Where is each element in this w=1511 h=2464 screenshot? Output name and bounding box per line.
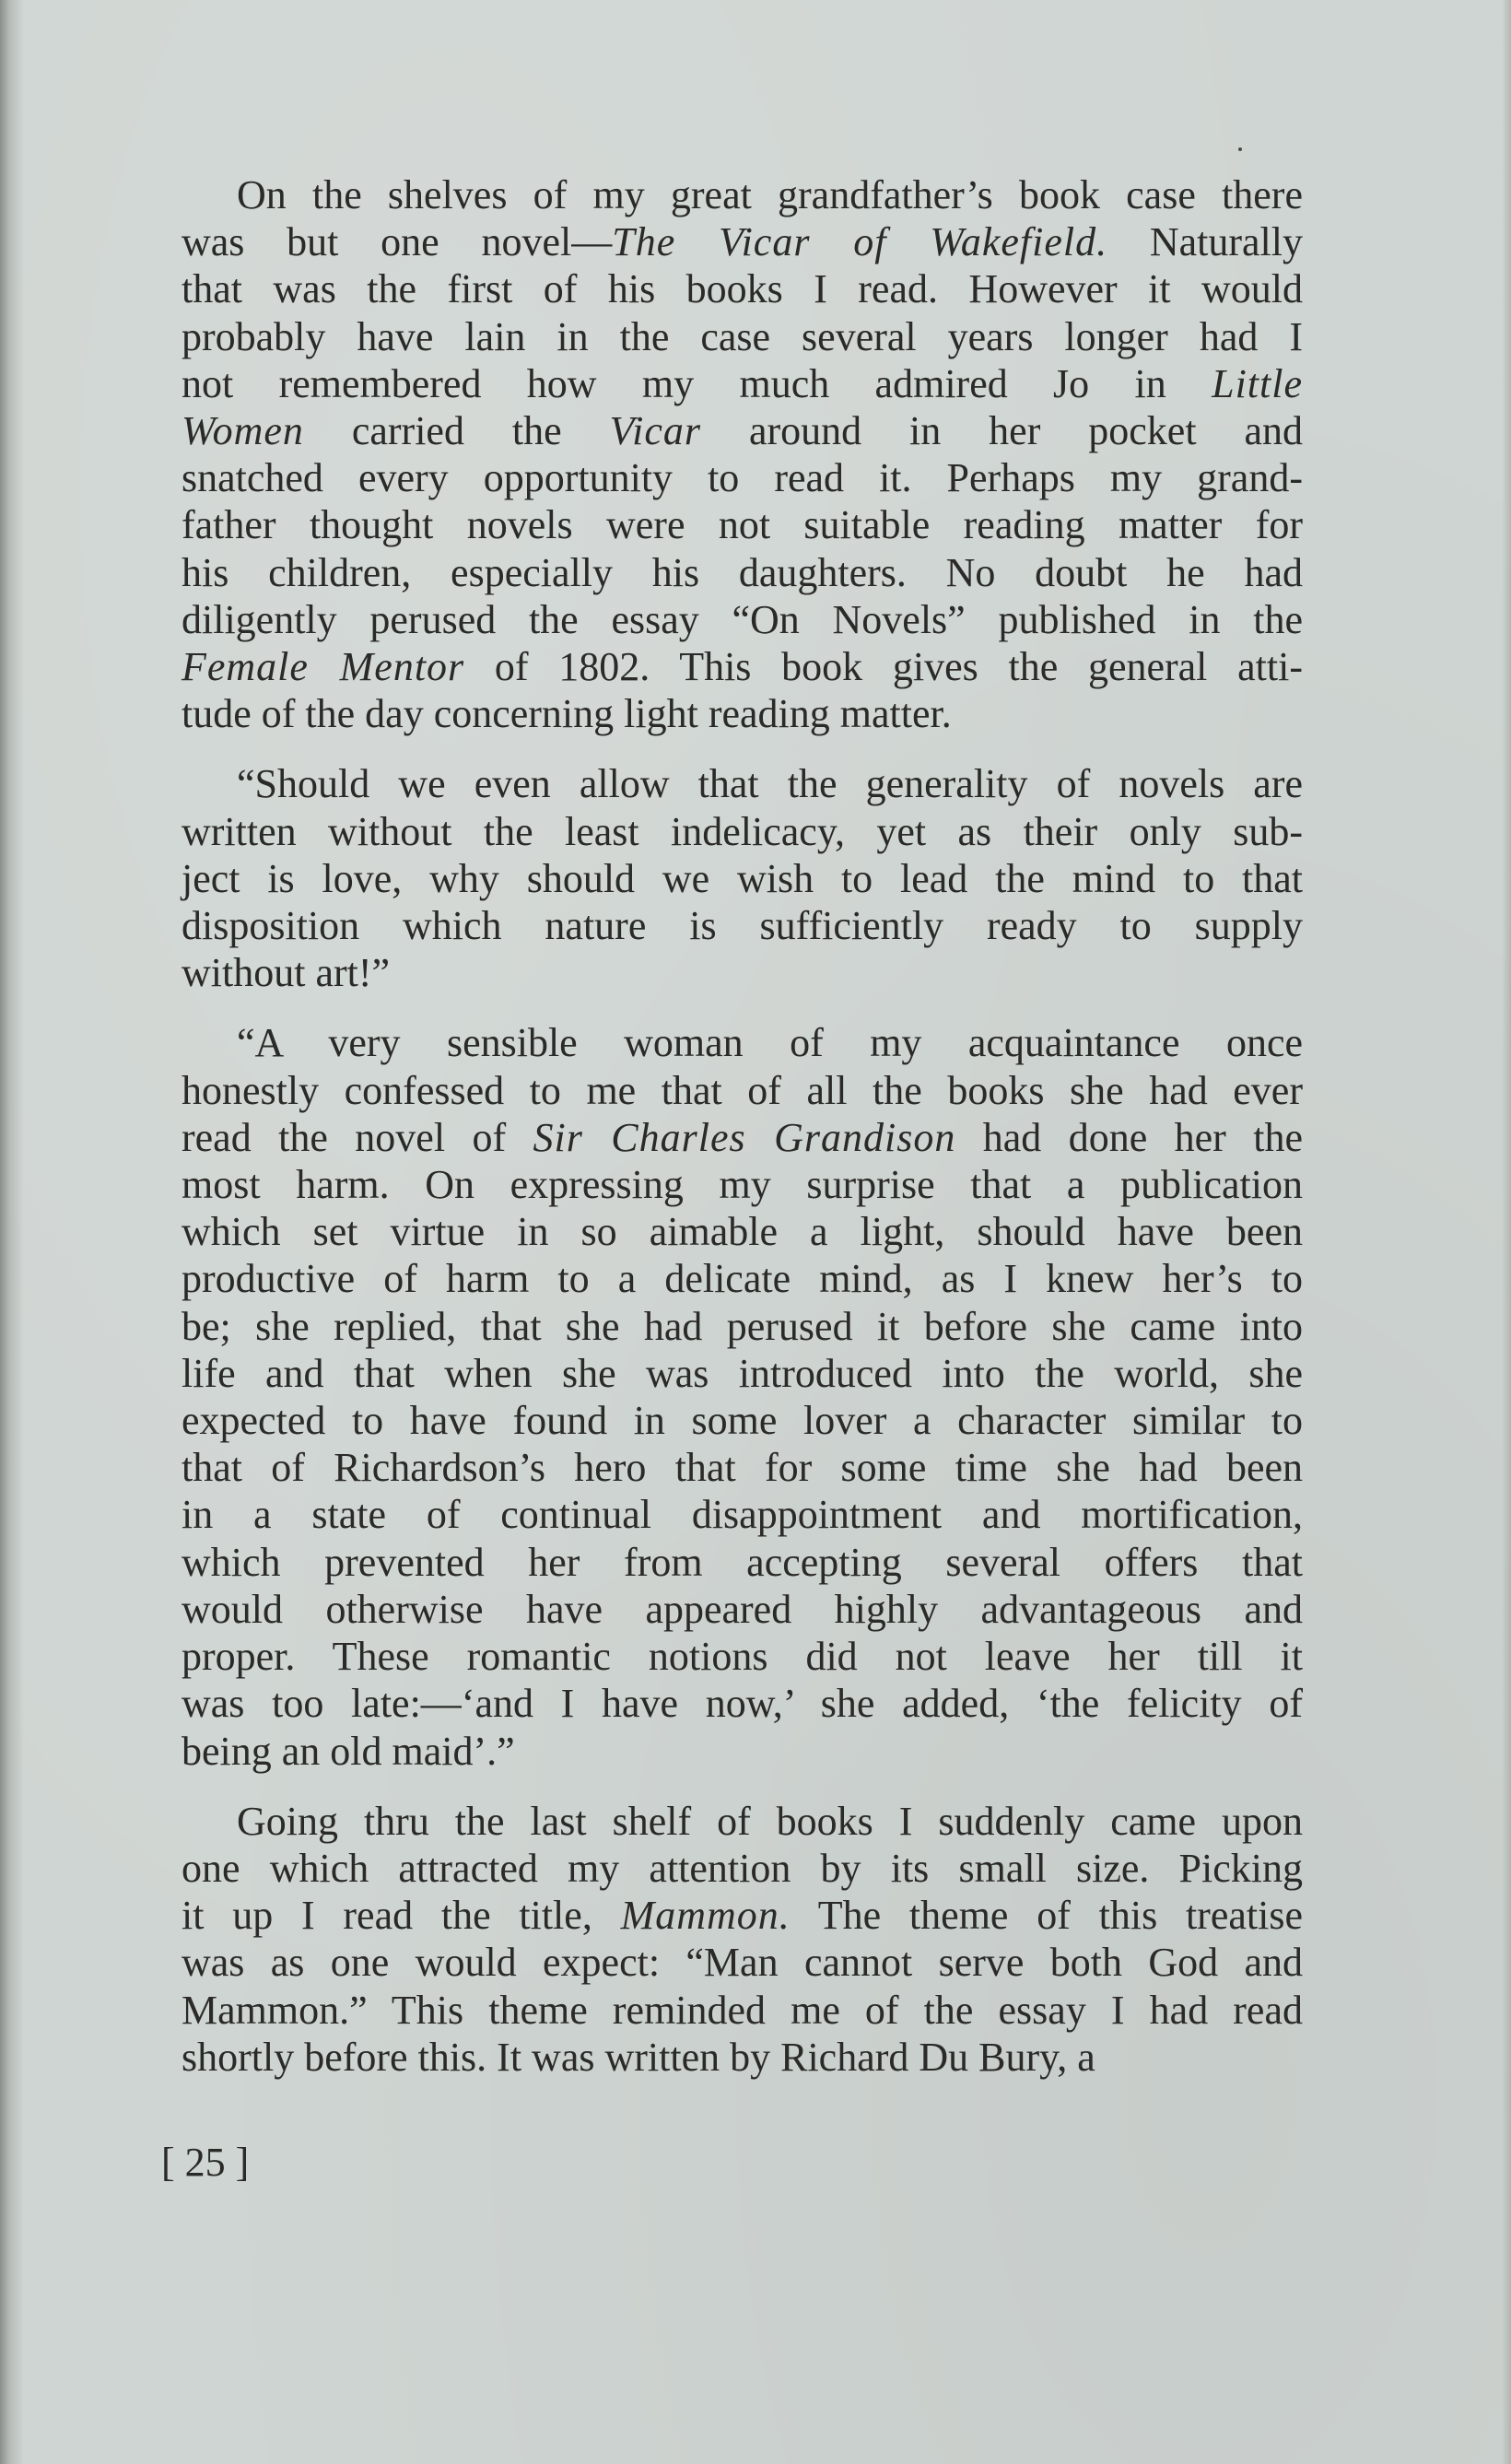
text-run: “Should we even allow that the generality of novels are (237, 761, 1303, 807)
italic-title: Sir Charles Grandison (533, 1114, 956, 1160)
paragraph (126, 171, 1303, 737)
text-line (126, 1539, 1303, 1586)
text-run: ject is love, why should we wish to lead the mind to that (182, 855, 1303, 901)
text-line (126, 596, 1303, 643)
text-run: snatched every opportunity to read it. Perhaps my grand- (182, 455, 1303, 501)
text-run: of 1802. This book gives the general atti- (464, 644, 1303, 690)
text-line (126, 313, 1303, 360)
text-line (126, 1680, 1303, 1727)
text-line (126, 1845, 1303, 1892)
text-run: which set virtue in so aimable a light, should have been (182, 1209, 1303, 1255)
text-line (126, 171, 1303, 218)
text-run: one which attracted my attention by its small size. Picking (182, 1845, 1303, 1891)
italic-title: Mammon. (620, 1893, 791, 1939)
text-run: On the shelves of my great grandfather’s book case there (237, 172, 1303, 217)
text-line (126, 1987, 1303, 2034)
ink-speck (1238, 147, 1242, 151)
text-line (126, 760, 1303, 807)
text-run: probably have lain in the case several years longer had I (182, 313, 1303, 359)
text-run: was too late:—‘and I have now,’ she added, ‘the felicity of (182, 1681, 1303, 1727)
text-line (126, 1255, 1303, 1302)
text-run: Going thru the last shelf of books I suddenly came upon (237, 1798, 1303, 1844)
text-line (126, 407, 1303, 454)
text-line (126, 501, 1303, 548)
text-line (126, 1303, 1303, 1350)
text-run: productive of harm to a delicate mind, as I knew her’s to (182, 1256, 1303, 1302)
text-line (126, 1939, 1303, 1986)
page-number: [ 25 ] (161, 2140, 250, 2185)
text-run: that of Richardson’s hero that for some time she had been (182, 1445, 1303, 1491)
text-run: most harm. On expressing my surprise that a publication (182, 1162, 1303, 1208)
text-line (126, 1491, 1303, 1538)
text-line (126, 1892, 1303, 1939)
text-line (126, 1586, 1303, 1633)
text-line (126, 1067, 1303, 1114)
text-run: diligently perused the essay “On Novels” published in the (182, 596, 1303, 642)
text-run: read the novel of (182, 1114, 533, 1160)
text-line (126, 2034, 1303, 2081)
text-line (126, 218, 1303, 265)
text-run: father thought novels were not suitable reading matter for (182, 502, 1303, 548)
paragraph (126, 1798, 1303, 2081)
text-line (126, 1633, 1303, 1680)
text-line (126, 949, 1303, 996)
text-run: life and that when she was introduced into the world, she (182, 1350, 1303, 1396)
text-run: his children, especially his daughters. No doubt he had (182, 549, 1303, 595)
text-run: proper. These romantic notions did not leave her till it (182, 1634, 1303, 1680)
text-run: around in her pocket and (701, 408, 1303, 454)
text-run: written without the least indelicacy, yet as their only sub- (182, 808, 1303, 854)
text-run: was but one novel— (182, 219, 613, 265)
text-line (126, 360, 1303, 407)
text-line (126, 643, 1303, 690)
text-line (126, 1397, 1303, 1444)
paragraph (126, 760, 1303, 996)
text-line (126, 1444, 1303, 1491)
text-run: it up I read the title, (182, 1893, 621, 1939)
text-run: tude of the day concerning light reading matter. (182, 691, 952, 737)
binding-gutter (0, 0, 24, 2464)
text-line (126, 1019, 1303, 1066)
text-run: in a state of continual disappointment and mortification, (182, 1492, 1303, 1538)
text-line (126, 1798, 1303, 1845)
text-run: carried the (303, 408, 610, 454)
text-line (126, 454, 1303, 501)
paragraph (126, 1019, 1303, 1774)
text-line (126, 1208, 1303, 1255)
text-line (126, 690, 1303, 737)
italic-title: Vicar (609, 408, 702, 454)
italic-title: The Vicar of Wakefield. (612, 219, 1108, 265)
text-line (126, 808, 1303, 855)
text-run: was as one would expect: “Man cannot serve both God and (182, 1940, 1303, 1986)
text-run: without art!” (182, 950, 391, 996)
italic-title: Female Mentor (182, 644, 465, 690)
text-run: being an old maid’.” (182, 1728, 515, 1774)
text-run: had done her the (955, 1114, 1303, 1160)
text-run: “A very sensible woman of my acquaintance once (237, 1020, 1303, 1066)
text-run: shortly before this. It was written by Richard Du Bury, a (182, 2034, 1095, 2080)
text-line (126, 549, 1303, 596)
page-edge (1502, 0, 1511, 2464)
text-run: not remembered how my much admired Jo in (182, 360, 1212, 406)
body-text (126, 171, 1303, 2104)
text-line (126, 265, 1303, 312)
text-line (126, 902, 1303, 949)
text-run: that was the first of his books I read. However it would (182, 266, 1303, 312)
text-run: disposition which nature is sufficiently ready to supply (182, 903, 1303, 949)
text-run: The theme of this treatise (790, 1893, 1303, 1939)
text-line (126, 1350, 1303, 1397)
text-line (126, 1114, 1303, 1161)
text-line (126, 1728, 1303, 1775)
text-run: would otherwise have appeared highly advantageous and (182, 1586, 1303, 1632)
text-run: honestly confessed to me that of all the books she had ever (182, 1067, 1303, 1113)
text-run: expected to have found in some lover a character similar to (182, 1398, 1303, 1444)
text-run: be; she replied, that she had perused it before she came into (182, 1303, 1303, 1349)
italic-title: Little (1212, 360, 1303, 406)
text-run: Mammon.” This theme reminded me of the essay I had read (182, 1987, 1303, 2033)
italic-title: Women (182, 408, 304, 454)
text-line (126, 1161, 1303, 1208)
text-line (126, 855, 1303, 902)
text-run: Naturally (1107, 219, 1303, 265)
text-run: which prevented her from accepting several offers that (182, 1539, 1303, 1585)
